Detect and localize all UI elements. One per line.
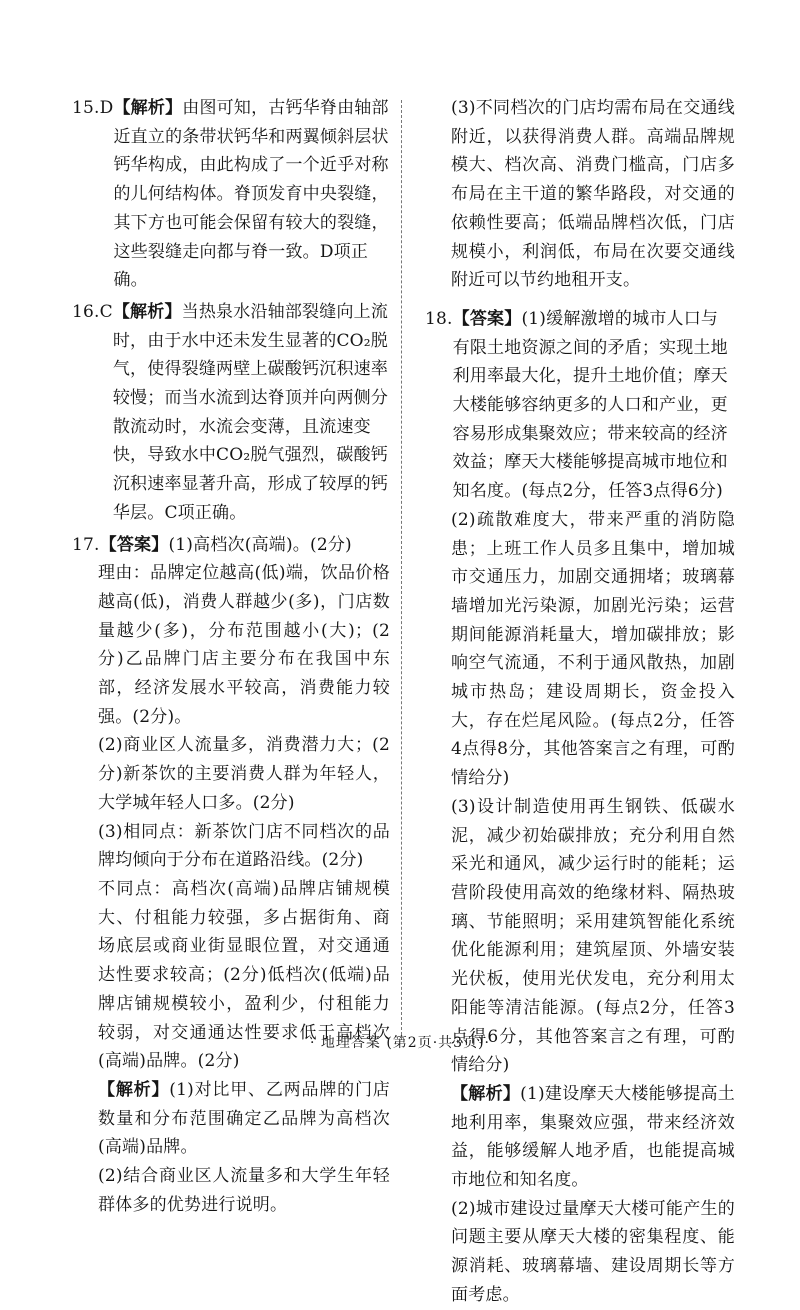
answer-1: (1)缓解激增的城市人口与有限土地资源之间的矛盾；实现土地利用率最大化，提升土地价值；摩天大楼能够容纳更多的人口和产业，更容易形成集聚效应；带来较高的经济效益；摩天大楼能够提高城市地位和知名度。(每点2分，任答3点得6分)	[452, 308, 728, 502]
analysis-tag: 【解析】	[113, 98, 183, 118]
analysis-text: 由图可知，古钙华脊由轴部近直立的条带状钙华和两翼倾斜层状钙华构成，由此构成了一个近乎对称的儿何结构体。脊顶发育中央裂缝，其下方也可能会保留有较大的裂缝，这些裂缝走向都与脊一致。D项正确。	[113, 98, 389, 291]
answer-tag: 【答案】	[452, 308, 522, 329]
answer-3-same: (3)相同点：新茶饮门店不同档次的品牌均倾向于分布在道路沿线。(2分)	[98, 821, 390, 871]
analysis-2: (2)城市建设过量摩天大楼可能产生的问题主要从摩天大楼的密集程度、能源消耗、玻璃幕墙、建设周期长等方面考虑。	[451, 1198, 735, 1305]
analysis-1: 【解析】(1)建设摩天大楼能够提高土地利用率，集聚效应强，带来经济效益，能够缓解人地矛盾，也能提高城市地位和知名度。	[451, 1083, 735, 1191]
analysis-tag: 【解析】	[112, 301, 182, 322]
answer-3-diff: 不同点：高档次(高端)品牌店铺规模大、付租能力较强，多占据街角、商场底层或商业街显眼位置，对交通通达性要求较高；(2分)低档次(低端)品牌店铺规模较小，盈利少，付租能力较弱，对交通通达性要求低于高档次(高端)品牌。(2分)	[98, 878, 390, 1072]
answer-1: (1)高档次(高端)。(2分)	[168, 534, 352, 555]
column-divider	[401, 100, 402, 1040]
analysis-text: 当热泉水沿轴部裂缝向上流时，由于水中还未发生显著的CO₂脱气，使得裂缝两壁上碳酸钙沉积速率较慢；而当水流到达脊顶并向两侧分散流动时，水流会变薄，且流速变快，导致水中CO₂脱气强烈，碳酸钙沉积速率显著升高，形成了较厚的钙华层。C项正确。	[112, 301, 389, 523]
question-number: 16.C	[72, 301, 113, 322]
right-column	[425, 94, 735, 1310]
answer-2: (2)疏散难度大，带来严重的消防隐患；上班工作人员多且集中，增加城市交通压力，加剧交通拥堵；玻璃幕墙增加光污染源，加剧光污染；运营期间能源消耗量大，增加碳排放；影响空气流通，不利于通风散热，加剧城市热岛；建设周期长，资金投入大，存在烂尾风险。(每点2分，任答4点得8分，其他答案言之有理，可酌情给分)	[451, 509, 735, 789]
question-15	[72, 94, 390, 295]
question-number: 15.D	[72, 98, 114, 118]
analysis-tag: 【解析】	[451, 1083, 521, 1104]
question-17	[72, 531, 390, 560]
analysis-tag: 【解析】	[98, 1079, 170, 1100]
answer-3: (3)设计制造使用再生钢铁、低碳水泥，减少初始碳排放；充分利用自然采光和通风，减少运行时的能耗；运营阶段使用高效的绝缘材料、隔热玻璃、节能照明；采用建筑智能化系统优化能源利用；建筑屋顶、外墙安装光伏板，使用光伏发电，充分利用太阳能等清洁能源。(每点2分，任答3点得6分，其他答案言之有理，可酌情给分)	[451, 796, 735, 1076]
answer-2: (2)商业区人流量多，消费潜力大；(2分)新茶饮的主要消费人群为年轻人，大学城年轻人口多。(2分)	[98, 735, 390, 813]
analysis-3: (3)不同档次的门店均需布局在交通线附近，以获得消费人群。高端品牌规模大、档次高、消费门槛高，门店多布局在主干道的繁华路段，对交通的依赖性要高；低端品牌档次低，门店规模小，利润低，布局在次要交通线附近可以节约地租开支。	[451, 98, 735, 291]
answer-reason: 理由：品牌定位越高(低)端，饮品价格越高(低)，消费人群越少(多)，门店数量越少(多)，分布范围越小(大)；(2分)乙品牌门店主要分布在我国中东部，经济发展水平较高，消费能力较强。(2分)。	[98, 563, 390, 727]
question-18	[425, 305, 735, 506]
question-number: 17.	[72, 534, 100, 555]
question-16	[72, 298, 390, 528]
analysis-1: 【解析】(1)对比甲、乙两品牌的门店数量和分布范围确定乙品牌为高档次(高端)品牌。	[98, 1079, 390, 1158]
question-number: 18.	[425, 308, 453, 329]
page-footer: · 地理答案 (第2页·共3页)·	[310, 1035, 490, 1051]
analysis-2: (2)结合商业区人流量多和大学生年轻群体多的优势进行说明。	[98, 1166, 390, 1215]
answer-tag: 【答案】	[99, 534, 169, 555]
